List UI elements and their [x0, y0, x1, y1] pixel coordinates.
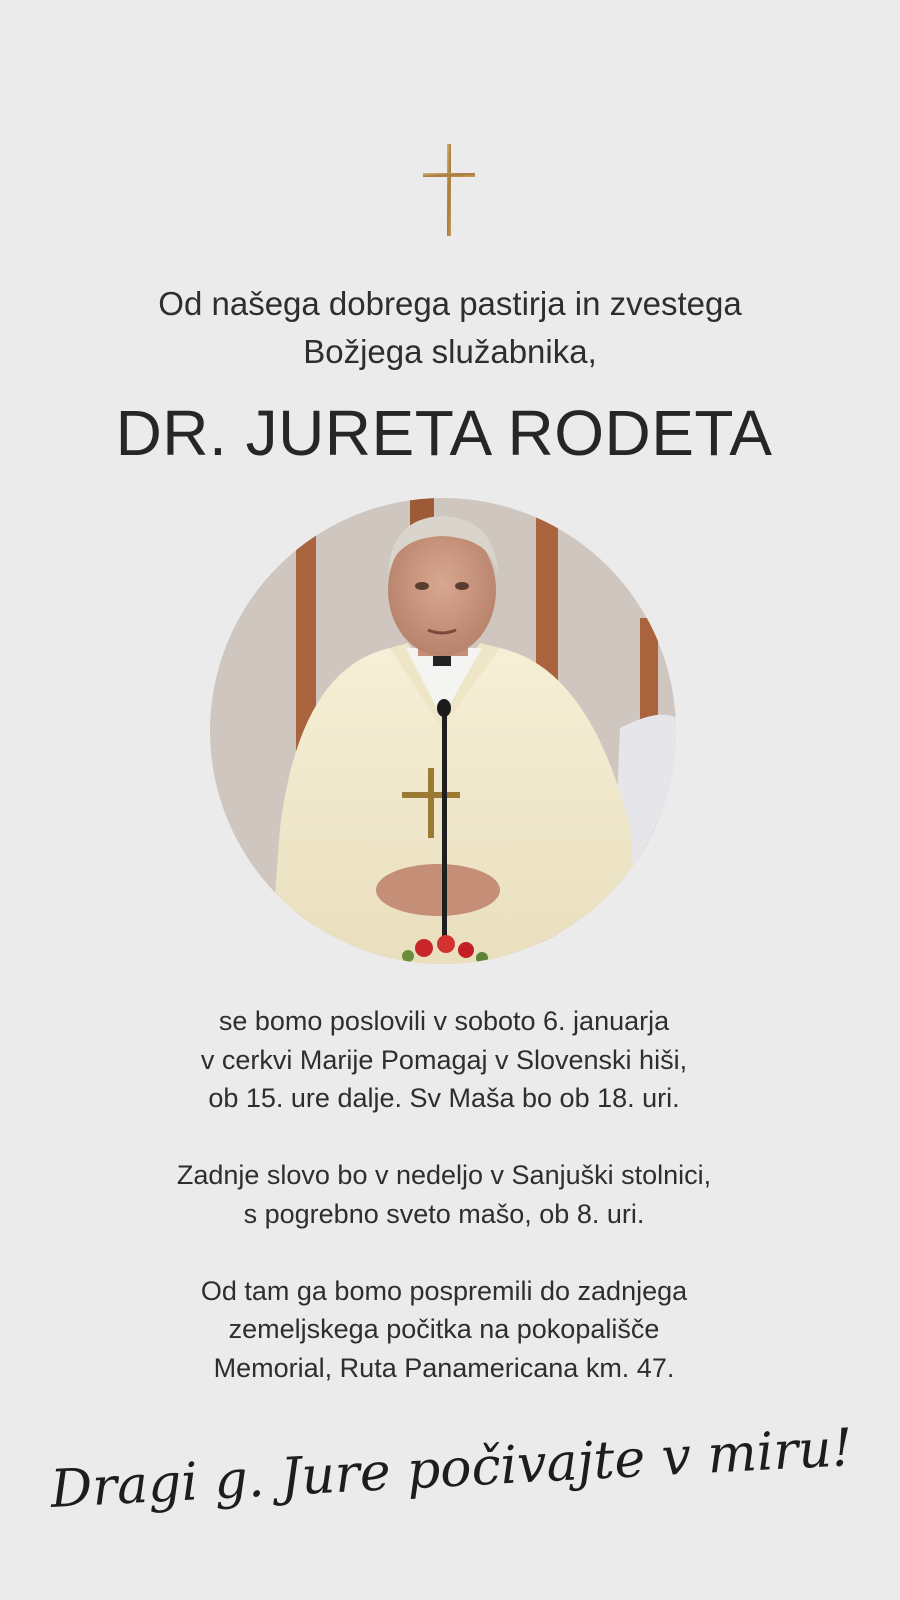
intro-line-2: Božjega služabnika,: [303, 333, 597, 370]
service-details: [0, 1002, 888, 1426]
intro-line-1: Od našega dobrega pastirja in zvestega: [158, 285, 742, 322]
cross-icon: [423, 144, 475, 236]
details-line: v cerkvi Marije Pomagaj v Slovenski hiši,: [200, 1044, 688, 1075]
details-paragraph-2: [0, 1156, 888, 1233]
details-paragraph-1: [0, 1002, 888, 1118]
details-line: s pogrebno sveto mašo, ob 8. uri.: [243, 1198, 645, 1229]
details-line: Od tam ga bomo pospremili do zadnjega: [200, 1275, 688, 1306]
details-line: Memorial, Ruta Panamericana km. 47.: [213, 1352, 675, 1383]
details-line: se bomo poslovili v soboto 6. januarja: [218, 1006, 670, 1036]
deceased-name: DR. JURETA RODETA: [115, 397, 773, 469]
details-line: ob 15. ure dalje. Sv Maša bo ob 18. uri.: [208, 1083, 680, 1113]
signoff-text: Dragi g. Jure počivajte v miru!: [49, 1418, 855, 1520]
details-line: zemeljskega počitka na pokopališče: [228, 1314, 660, 1344]
intro-text: [0, 280, 900, 376]
portrait-photo: [210, 498, 676, 964]
details-paragraph-3: [0, 1272, 888, 1388]
details-line: Zadnje slovo bo v nedeljo v Sanjuški stolnici,: [176, 1160, 712, 1190]
signoff-message: [0, 1408, 900, 1528]
